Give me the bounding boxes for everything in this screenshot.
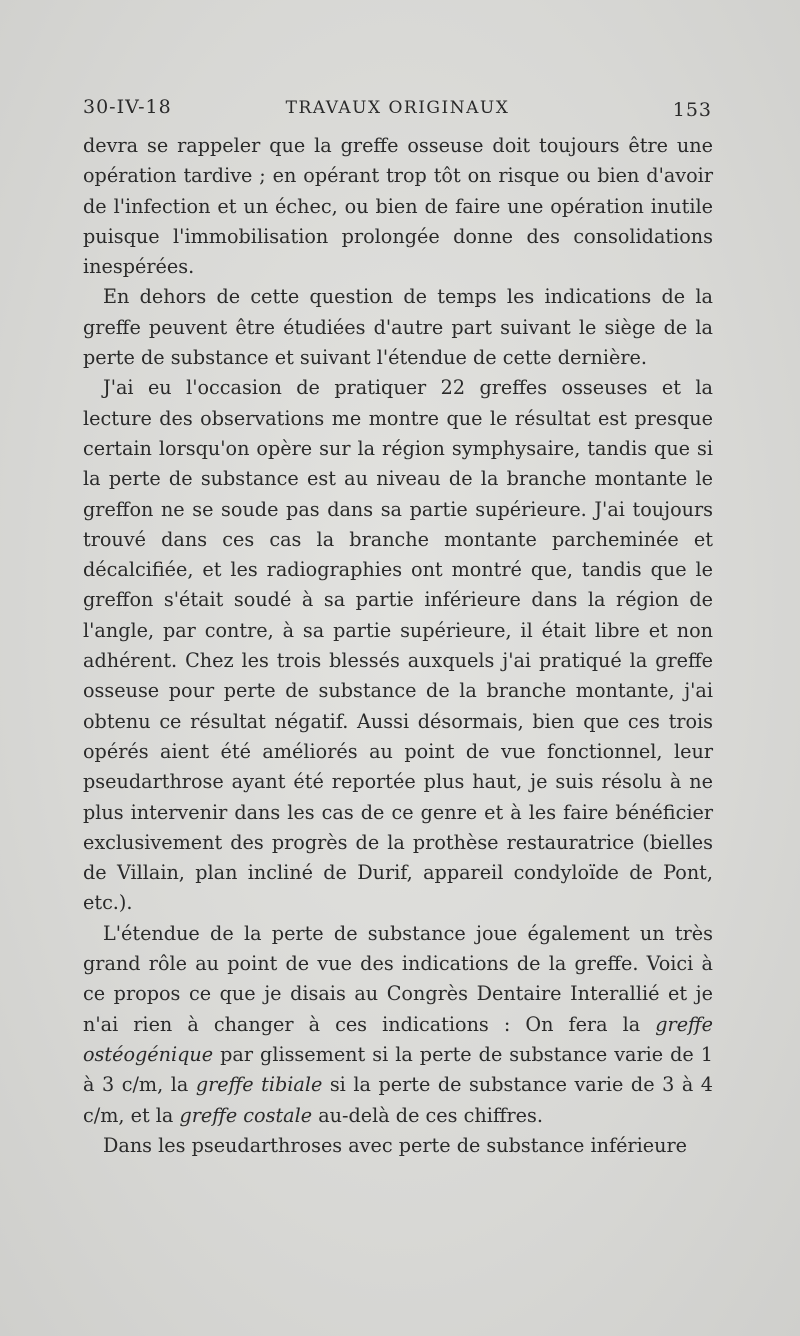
paragraph: devra se rappeler que la greffe osseuse doit toujours être une opération tardive ; en opérant trop tôt on risque ou bien d'avoir de l'infection et un échec, ou bien de faire une opération inutile puisque l'immobilisation prolongée donne des consolidations inespérées. xyxy=(83,134,713,279)
page-number: 153 xyxy=(672,99,712,121)
running-head xyxy=(83,96,712,124)
paragraph: J'ai eu l'occasion de pratiquer 22 greffes osseuses et la lecture des observations me montre que le résultat est presque certain lorsqu'on opère sur la région symphysaire, tandis que si la perte de substance est au niveau de la branche montante le greffon ne se soude pas dans sa partie supérieure. J'ai toujours trouvé dans ces cas la branche montante parcheminée et décalcifiée, et les radiographies ont montré que, tandis que le greffon s'était soudé à sa partie inférieure dans la région de l'angle, par contre, à sa partie supérieure, il était libre et non adhérent. Chez les trois blessés auxquels j'ai pratiqué la greffe osseuse pour perte de substance de la branche montante, j'ai obtenu ce résultat négatif. Aussi désormais, bien que ces trois opérés aient été améliorés au point de vue fonctionnel, leur pseudarthrose ayant été reportée plus haut, je suis résolu à ne plus intervenir dans les cas de ce genre et à les faire bénéficier exclusivement des progrès de la prothèse restauratrice (bielles de Villain, plan incliné de Durif, appareil condyloïde de Pont, etc.). xyxy=(83,376,713,915)
italic-term: greffe tibiale xyxy=(195,1073,323,1097)
body-text xyxy=(83,131,713,1161)
paragraph xyxy=(83,919,713,1131)
text-run: L'étendue de la perte de substance joue également un très grand rôle au point de vue des indications de la greffe. Voici à ce propos ce que je disais au Congrès Dentaire Interallié et je n'ai rien à changer à ces indications : On fera la xyxy=(83,921,713,1036)
text-run: au-delà de ces chiffres. xyxy=(312,1103,543,1127)
paragraph: Dans les pseudarthroses avec perte de substance inférieure xyxy=(103,1133,687,1157)
italic-term: greffe ostéogénique xyxy=(83,1012,713,1066)
text-run: si la perte de substance varie de 3 à 4 c/m, et la xyxy=(83,1073,713,1127)
text-run: par glissement si la perte de substance varie de 1 à 3 c/m, la xyxy=(83,1042,713,1097)
paragraph: En dehors de cette question de temps les indications de la greffe peuvent être étudiées d'autre part suivant le siège de la perte de substance et suivant l'étendue de cette dernière. xyxy=(83,285,713,370)
header-title: TRAVAUX ORIGINAUX xyxy=(285,98,510,118)
italic-term: greffe costale xyxy=(179,1103,313,1127)
header-date: 30-IV-18 xyxy=(83,96,172,118)
